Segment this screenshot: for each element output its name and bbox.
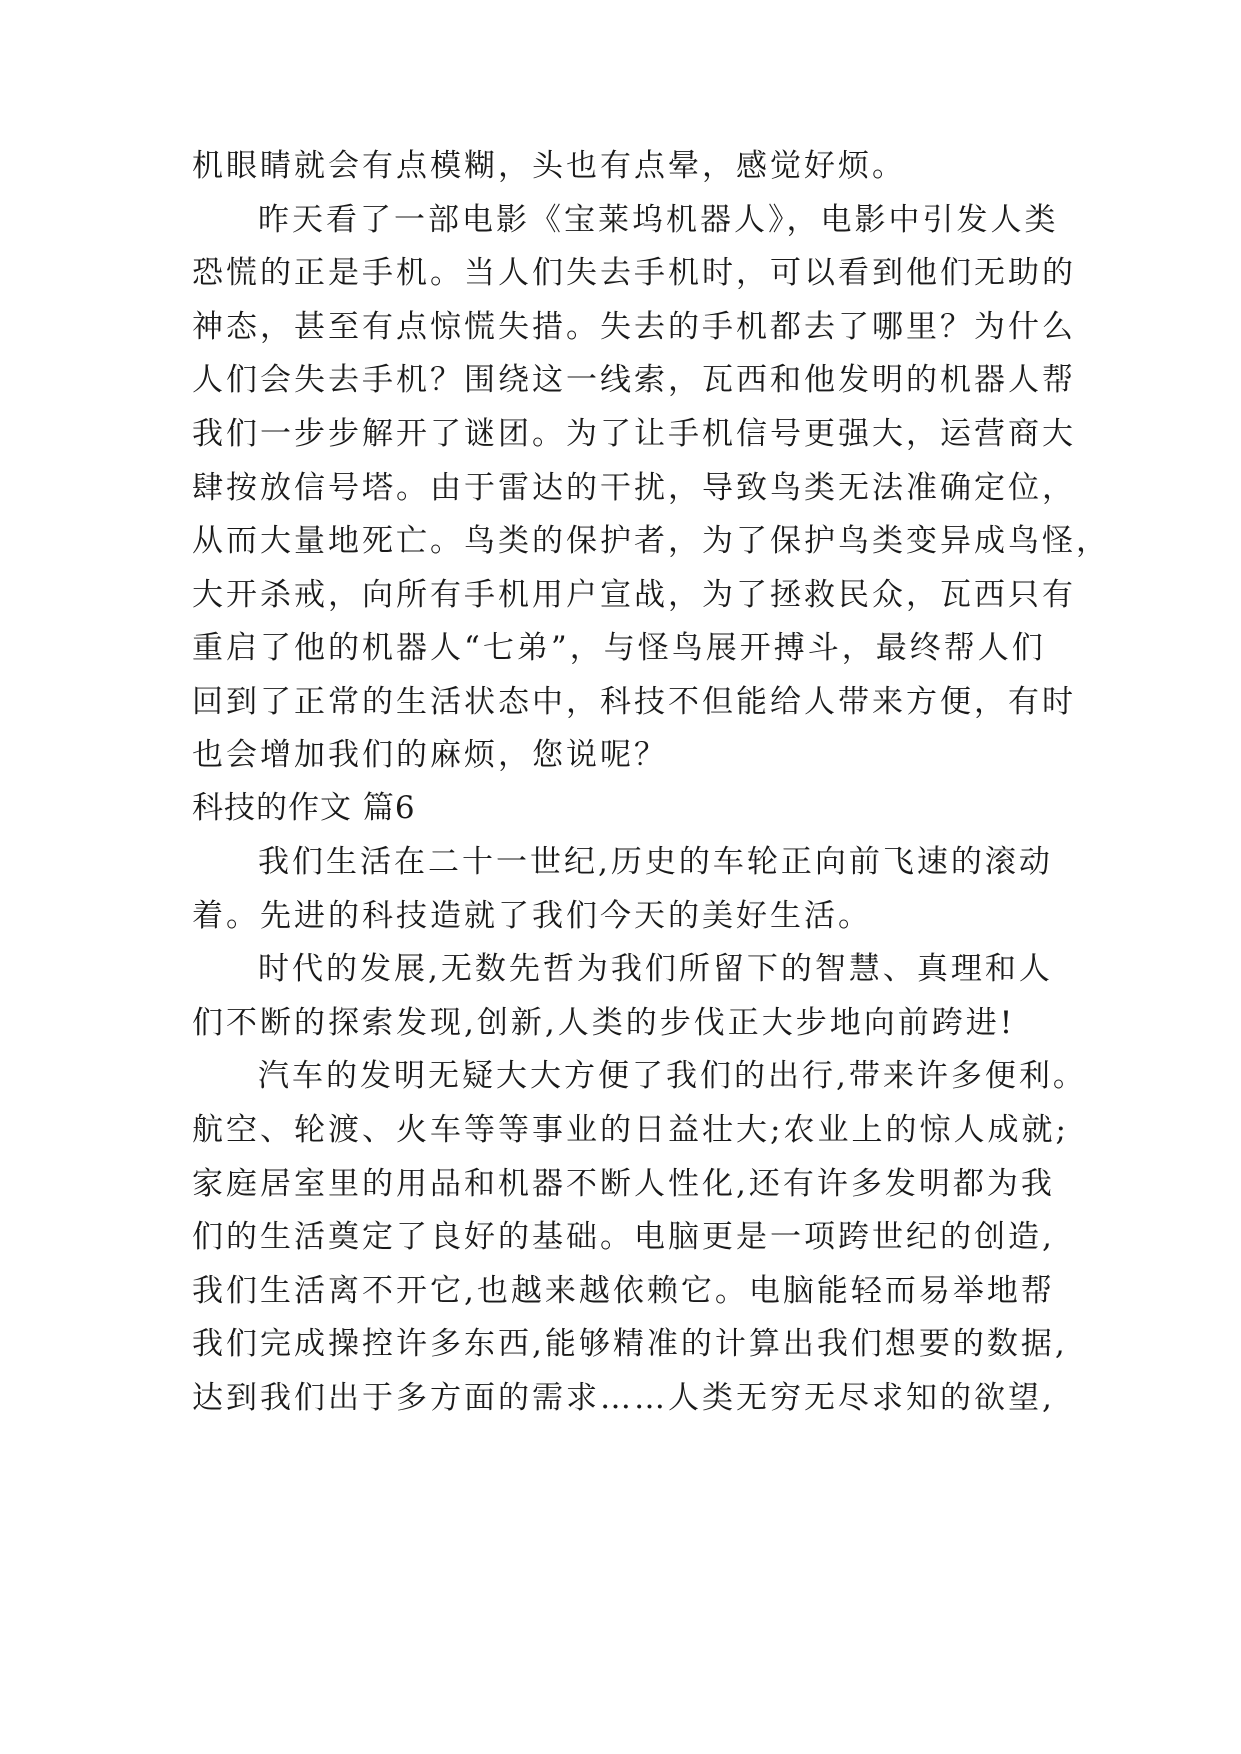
text-line: 人们会失去手机？围绕这一线索，瓦西和他发明的机器人帮 <box>192 362 1076 398</box>
text-line: 大开杀戒，向所有手机用户宣战，为了拯救民众，瓦西只有 <box>192 577 1076 613</box>
text-line: 达到我们出于多方面的需求……人类无穷无尽求知的欲望, <box>192 1380 1055 1416</box>
text-line: 重启了他的机器人“七弟”，与怪鸟展开搏斗，最终帮人们 <box>192 630 1046 666</box>
text-line: 回到了正常的生活状态中，科技不但能给人带来方便，有时 <box>192 684 1076 720</box>
text-line: 机眼睛就会有点模糊，头也有点晕，感觉好烦。 <box>192 148 906 184</box>
text-line: 神态，甚至有点惊慌失措。失去的手机都去了哪里？为什么 <box>192 309 1076 345</box>
text-line: 从而大量地死亡。鸟类的保护者，为了保护鸟类变异成鸟怪， <box>192 523 1110 559</box>
text-line: 们的生活奠定了良好的基础。电脑更是一项跨世纪的创造, <box>192 1219 1055 1255</box>
text-line: 家庭居室里的用品和机器不断人性化,还有许多发明都为我 <box>192 1166 1055 1202</box>
paragraph-first-line: 时代的发展,无数先哲为我们所留下的智慧、真理和人 <box>258 951 1053 987</box>
text-line: 我们一步步解开了谜团。为了让手机信号更强大，运营商大 <box>192 416 1076 452</box>
text-line: 也会增加我们的麻烦，您说呢？ <box>192 737 668 773</box>
section-heading: 科技的作文 篇6 <box>192 790 416 826</box>
text-line: 我们完成操控许多东西,能够精准的计算出我们想要的数据, <box>192 1326 1068 1362</box>
paragraph-first-line: 昨天看了一部电影《宝莱坞机器人》，电影中引发人类 <box>258 202 1059 238</box>
paragraph-first-line: 汽车的发明无疑大大方便了我们的出行,带来许多便利。 <box>258 1058 1087 1094</box>
text-line: 肆按放信号塔。由于雷达的干扰，导致鸟类无法准确定位， <box>192 470 1076 506</box>
text-line: 航空、轮渡、火车等等事业的日益壮大;农业上的惊人成就; <box>192 1112 1069 1148</box>
paragraph-first-line: 我们生活在二十一世纪,历史的车轮正向前飞速的滚动 <box>258 844 1053 880</box>
text-line: 们不断的探索发现,创新,人类的步伐正大步地向前跨进! <box>192 1005 1016 1041</box>
text-line: 我们生活离不开它,也越来越依赖它。电脑能轻而易举地帮 <box>192 1273 1055 1309</box>
text-line: 着。先进的科技造就了我们今天的美好生活。 <box>192 898 872 934</box>
text-line: 恐慌的正是手机。当人们失去手机时，可以看到他们无助的 <box>192 255 1076 291</box>
